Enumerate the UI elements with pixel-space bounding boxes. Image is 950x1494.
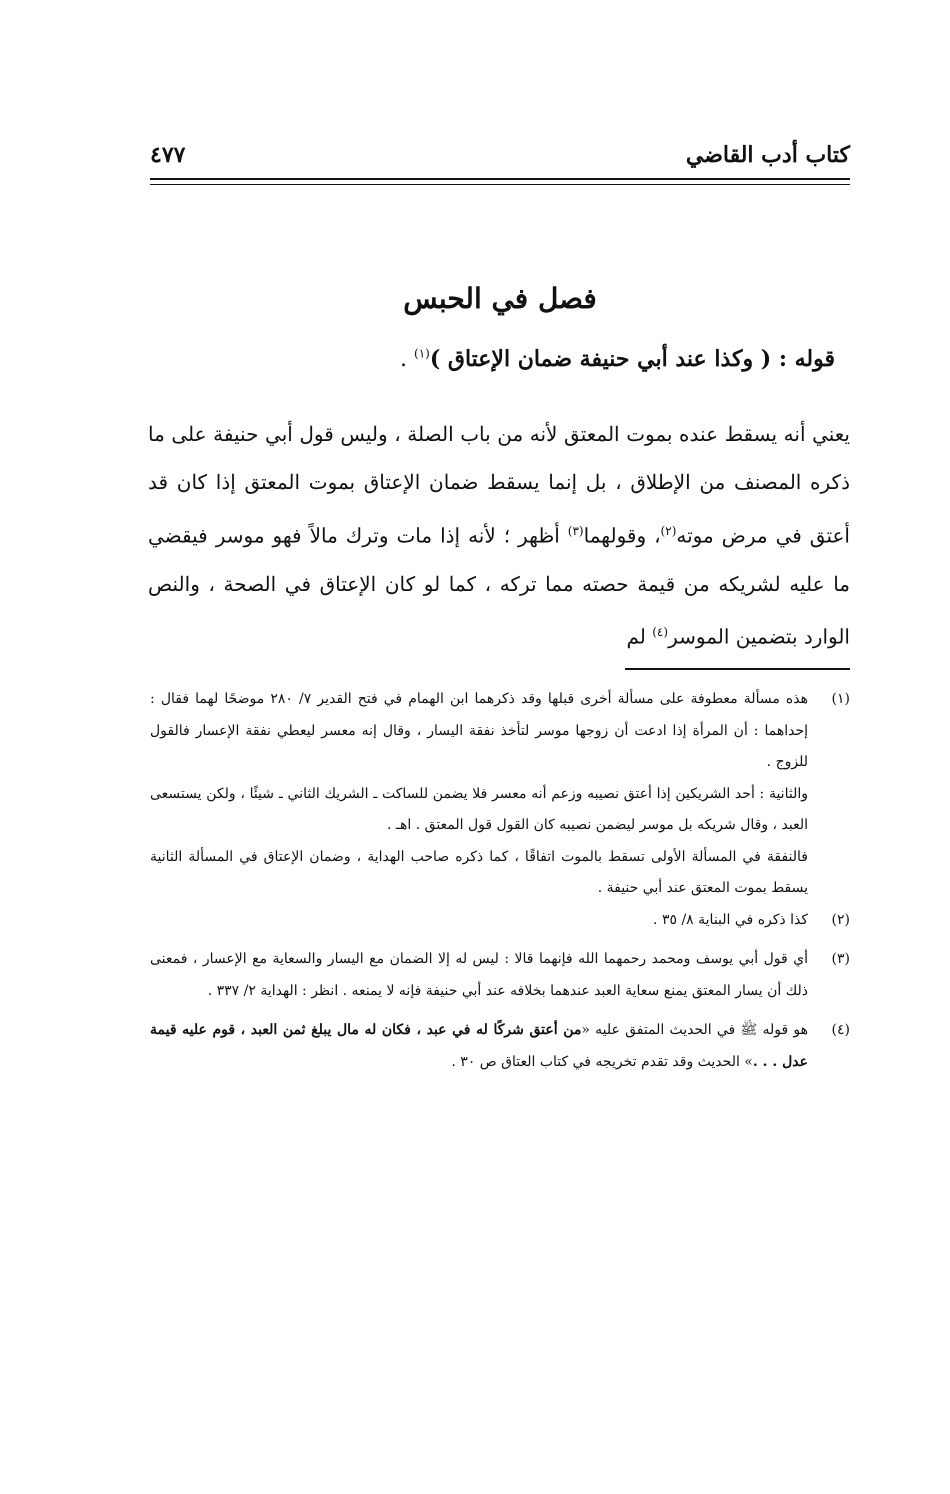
footnote-separator	[625, 668, 850, 670]
footnote-number: (٢)	[831, 911, 850, 928]
body-paragraph	[148, 410, 850, 661]
header-title: كتاب أدب القاضي	[685, 142, 850, 168]
footnote-paragraph: كذا ذكره في البناية ٨/ ٣٥ .	[653, 911, 808, 928]
footnote-paragraph: هذه مسألة معطوفة على مسألة أخرى قبلها وقد ذكرهما ابن الهمام في فتح القدير ٧/ ٢٨٠ موضحًا لهما فقال : إحداهما : أن المرأة إذا ادعت أن زوجها موسر لتأخذ نفقة اليسار ، وقال إنه معسر ليعطي نفقة الإعسار فالقول للزوج .	[150, 691, 808, 770]
footnote-ref-4: (٤)	[652, 625, 669, 640]
body-text-part-1: يعني أنه يسقط عنده بموت المعتق لأنه من باب الصلة ، وليس قول أبي حنيفة على ما ذكره المصنف من الإطلاق ، بل إنما يسقط ضمان الإعتاق بموت المعتق إذا كان قد أعتق في مرض موته	[148, 422, 850, 548]
footnote-paragraph: والثانية : أحد الشريكين إذا أعتق نصيبه وزعم أنه معسر فلا يضمن للساكت ـ الشريك الثاني ـ شيئًا ، ولكن يستسعى العبد ، وقال شريكه بل موسر ليضمن نصيبه كان القول قول المعتق . اهـ .	[150, 785, 808, 833]
quote-text: ( وكذا عند أبي حنيفة ضمان الإعتاق )	[429, 346, 772, 372]
footnote-number: (٤)	[831, 1022, 850, 1038]
body-text-part-4: لم	[626, 624, 653, 649]
footnote-ref-1: (١)	[414, 346, 430, 361]
body-text-part-3: أظهر ؛ لأنه إذا مات وترك مالاً فهو موسر فيقضي ما عليه لشريكه من قيمة حصته مما تركه ، كما لو كان الإعتاق في الصحة ، والنص الوارد بتضمين الموسر	[148, 523, 850, 649]
footnote-ref-3: (٣)	[567, 523, 584, 538]
footnote-3	[150, 944, 850, 1007]
footnote-number: (١)	[831, 691, 850, 707]
footnote-ref-2: (٢)	[660, 523, 677, 538]
quote-line	[155, 346, 835, 372]
body-text-part-2: ، وقولهما	[583, 523, 661, 548]
header-rule	[150, 178, 850, 180]
footnote-outro: » الحديث وقد تقدم تخريجه في كتاب العتاق ص ٣٠ .	[451, 1053, 753, 1070]
footnote-paragraph: أي قول أبي يوسف ومحمد رحمهما الله فإنهما قالا : ليس له إلا الضمان مع اليسار والسعاية مع الإعسار ، فمعنى ذلك أن يسار المعتق يمنع سعاية العبد عندهما بخلافه عند أبي حنيفة فإنه لا يمنعه . انظر : الهداية ٢/ ٣٣٧ .	[150, 951, 808, 999]
footnote-paragraph: فالنفقة في المسألة الأولى تسقط بالموت اتفاقًا ، كما ذكره صاحب الهداية ، وضمان الإعتاق في المسألة الثانية يسقط بموت المعتق عند أبي حنيفة .	[150, 848, 808, 896]
footnote-2	[150, 905, 850, 937]
footnote-number: (٣)	[831, 951, 850, 967]
page-number: ٤٧٧	[150, 142, 186, 168]
quote-prefix: قوله :	[771, 346, 835, 372]
footnotes	[150, 684, 850, 1078]
quote-end: .	[400, 347, 414, 372]
footnote-4	[150, 1015, 850, 1078]
section-title: فصل في الحبس	[403, 282, 597, 315]
hadith-text: من أعتق شركًا له في عبد ، فكان له مال يبلغ ثمن العبد ، قوم عليه قيمة عدل . . .	[150, 1022, 808, 1070]
footnote-intro: هو قوله ﷺ في الحديث المتفق عليه «	[581, 1022, 808, 1038]
footnote-1	[150, 684, 850, 905]
header-rule-thin	[150, 184, 850, 185]
running-header	[150, 140, 850, 178]
